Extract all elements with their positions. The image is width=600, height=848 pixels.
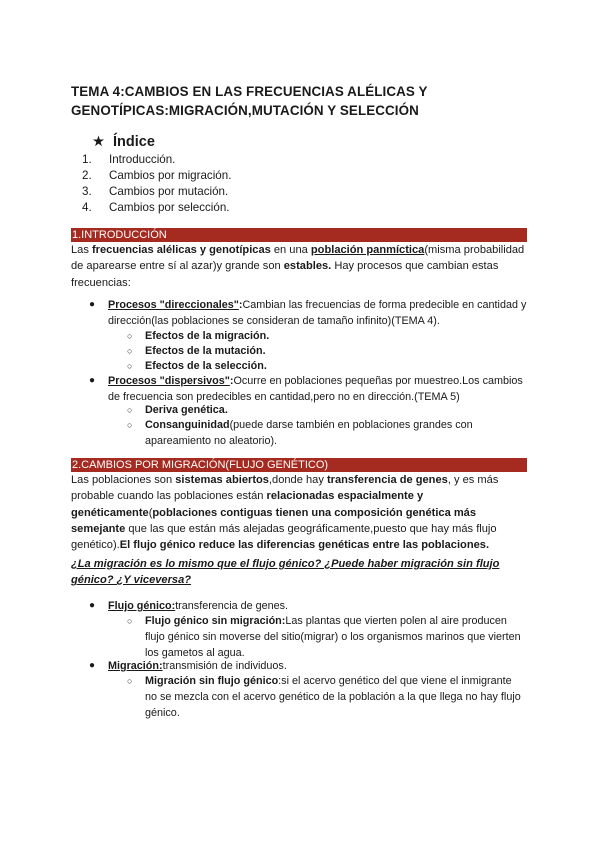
text-run-bold-underline: población panmíctica [310,244,425,256]
title-line-2: GENOTÍPICAS:MIGRACIÓN,MUTACIÓN Y SELECCIÓN [71,103,419,118]
sub-item-mutacion: Efectos de la mutación. [145,345,266,357]
text-run: (misma probabilidad de aparearse entre sí al azar)y grande son [71,244,525,273]
section-header-migracion: 2.CAMBIOS POR MIGRACIÓN(FLUJO GENÉTICO) [71,458,527,472]
term-colon: : [229,375,234,387]
term-dispersivos: Procesos "dispersivos" [108,375,230,387]
list-item [82,200,231,216]
text-run-bold: poblaciones contiguas tienen una composición genética más semejante [71,506,477,535]
section-header-introduccion: 1.INTRODUCCIÓN [71,228,527,242]
term-colon: : [238,299,243,311]
sub-item-consanguinidad [145,418,525,450]
sub-item-migracion-sin-flujo [145,674,525,721]
list-item [82,184,231,200]
index-list [82,152,231,216]
sub-item-seleccion: Efectos de la selección. [145,360,267,372]
sub-bullet-icon: ○ [127,361,133,371]
intro-paragraph [71,242,533,291]
bullet-migracion [108,659,287,675]
text-run: en una [270,244,311,256]
star-icon: ★ [92,134,105,150]
migration-question: ¿La migración es lo mismo que el flujo génico? ¿Puede haber migración sin flujo génico? ¿Y viceversa? [71,558,500,587]
bullet-flujo-genico [108,599,288,615]
sub-item-flujo-sin-migracion [145,614,525,661]
sub-bullet-icon: ○ [127,331,133,341]
bullet-icon: ● [89,299,96,310]
text-run: Las [71,244,92,256]
term-migracion: Migración: [108,660,163,672]
sub-bullet-icon: ○ [127,676,133,686]
term-migracion-sin-flujo: Migración sin flujo génico [145,675,279,687]
migration-paragraph [71,472,533,553]
list-number: 4. [82,201,92,214]
sub-text: :si el acervo genético del que viene el inmigrante no se mezcla con el acervo genético de la población a la que llega no hay flujo génico. [145,675,521,719]
bullet-icon: ● [89,600,96,611]
term-flujo-sin-migracion: Flujo génico sin migración: [145,615,286,627]
list-label: Cambios por migración. [109,169,232,182]
term-consanguinidad: Consanguinidad [145,419,230,431]
list-item [82,152,231,168]
sub-bullet-icon: ○ [127,616,133,626]
page-title [71,82,541,120]
text-run-bold: estables. [283,260,332,273]
sub-bullet-icon: ○ [127,420,133,430]
sub-item-migracion: Efectos de la migración. [145,330,270,342]
text-run: que las que están más alejadas geográficamente,puesto que hay más flujo genético). [71,522,497,552]
sub-bullet-icon: ○ [127,405,133,415]
index-heading-label: Índice [113,134,155,150]
list-number: 1. [82,153,92,166]
bullet-dispersivos [108,374,528,406]
index-heading [92,133,155,151]
bullet-text: Cambian las frecuencias de forma predecible en cantidad y dirección(las poblaciones se consideran de tamaño infinito)(TEMA 4). [108,299,527,327]
list-item [82,168,231,184]
bullet-text: transmisión de individuos. [162,660,287,672]
bullet-icon: ● [89,660,96,671]
title-line-1: TEMA 4:CAMBIOS EN LAS FRECUENCIAS ALÉLICAS Y [71,84,428,99]
sub-text: Las plantas que vierten polen al aire producen flujo génico sin moverse del sitio(migrar) o los organismos marinos que vierten los gametos al agua. [145,615,521,659]
text-run: ( [148,506,153,519]
term-direccionales: Procesos "direccionales" [108,299,239,311]
bullet-icon: ● [89,375,96,386]
text-run-bold: sistemas abiertos [175,474,269,486]
list-number: 2. [82,169,92,182]
sub-item-deriva: Deriva genética. [145,404,228,416]
list-label: Cambios por mutación. [109,185,229,198]
text-run: , y es más probable cuando las poblaciones están [71,474,499,503]
sub-text: (puede darse también en poblaciones grandes con apareamiento no aleatorio). [145,419,473,447]
text-run-bold: relacionadas espacialmente y genéticamente [71,490,424,519]
sub-bullet-icon: ○ [127,346,133,356]
bullet-direccionales [108,298,528,330]
term-flujo-genico: Flujo génico: [108,600,176,612]
text-run-bold: El flujo génico reduce las diferencias genéticas entre las poblaciones. [119,539,490,552]
text-run: Hay procesos que cambian estas frecuencias: [71,260,499,289]
bullet-text: Ocurre en poblaciones pequeñas por muestreo.Los cambios de frecuencia son predecibles en cantidad,pero no en dirección.(TEMA 5) [108,375,523,403]
text-run: ,donde hay [268,474,327,486]
list-label: Cambios por selección. [109,201,230,214]
text-run-bold: transferencia de genes [326,474,448,486]
bullet-text: transferencia de genes. [175,600,289,612]
text-run-bold: frecuencias alélicas y genotípicas [91,244,271,256]
list-number: 3. [82,185,92,198]
list-label: Introducción. [109,153,176,166]
text-run: Las poblaciones son [71,474,176,486]
